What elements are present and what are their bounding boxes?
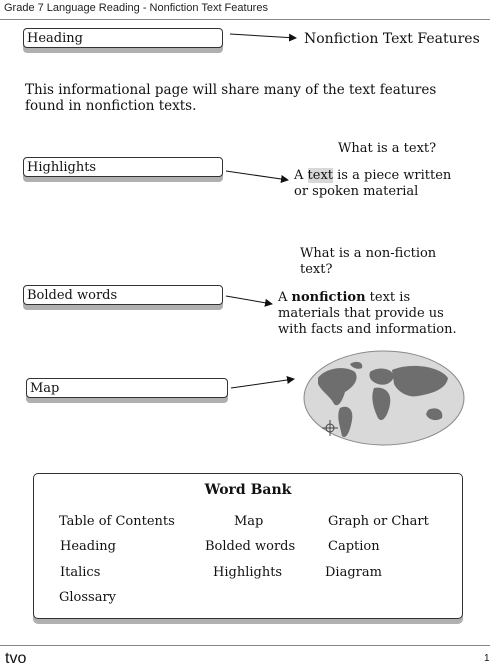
word-bank-item: Diagram bbox=[325, 565, 382, 580]
arrow-heading bbox=[230, 34, 296, 38]
def-pre: A bbox=[278, 290, 292, 305]
footer-divider bbox=[0, 645, 490, 646]
word-bank-title: Word Bank bbox=[204, 482, 292, 498]
arrow-map bbox=[231, 379, 294, 388]
arrow-bolded bbox=[226, 296, 272, 304]
heading-example: Nonfiction Text Features bbox=[304, 31, 480, 47]
word-bank-item: Highlights bbox=[213, 565, 283, 580]
arrow-highlights bbox=[226, 171, 288, 180]
heading-label-box: Heading bbox=[23, 28, 223, 48]
def-post: is a piece written or spoken material bbox=[294, 168, 452, 199]
highlights-question: What is a text? bbox=[338, 141, 437, 156]
bolded-term: nonfiction bbox=[291, 290, 366, 305]
word-bank-item: Map bbox=[234, 514, 264, 529]
map-label-box: Map bbox=[26, 378, 228, 398]
world-map-image bbox=[304, 351, 464, 445]
word-bank-item: Table of Contents bbox=[59, 514, 175, 529]
bolded-question: What is a non-fiction text? bbox=[300, 246, 437, 277]
document-header: Grade 7 Language Reading - Nonfiction Text Features bbox=[4, 2, 268, 14]
word-bank bbox=[33, 473, 463, 619]
intro-text: This informational page will share many of the text features found in nonfiction texts. bbox=[25, 82, 437, 114]
word-bank-item: Italics bbox=[60, 565, 101, 580]
word-bank-item: Graph or Chart bbox=[328, 514, 429, 529]
def-pre: A bbox=[294, 168, 308, 183]
tvo-logo: tvo bbox=[5, 650, 27, 667]
bolded-label-box: Bolded words bbox=[23, 285, 223, 305]
highlights-label-box: Highlights bbox=[23, 157, 223, 177]
word-bank-item: Glossary bbox=[59, 590, 117, 605]
def-post: text is materials that provide us with facts and information. bbox=[278, 290, 457, 337]
word-bank-item: Bolded words bbox=[205, 539, 296, 554]
page-number: 1 bbox=[484, 653, 490, 664]
word-bank-item: Caption bbox=[328, 539, 380, 554]
highlighted-term: text bbox=[307, 168, 334, 183]
word-bank-item: Heading bbox=[60, 539, 116, 554]
